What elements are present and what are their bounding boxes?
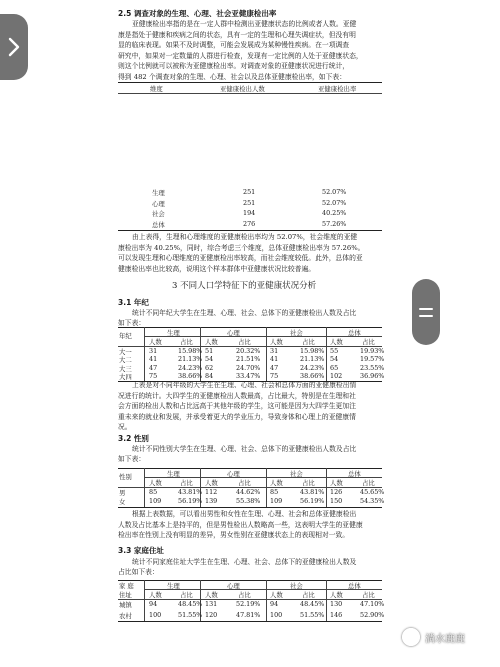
table-cell: 51	[205, 347, 214, 355]
table-sub-header: 人数	[270, 479, 283, 487]
table-divider	[326, 327, 327, 381]
table-top-rule	[118, 580, 382, 581]
table-header-count: 亚健康检出人数	[220, 85, 265, 93]
table-divider	[326, 468, 327, 507]
table-cell: 48.45%	[178, 600, 203, 608]
watermark-logo-icon	[402, 628, 420, 646]
paragraph-line: 亚健康检出率指的是在一定人群中检测出亚健康状态的比例或者人数。亚健	[132, 20, 357, 28]
paragraph-line: 占比如下表：	[118, 568, 159, 577]
table-group-header: 生理	[167, 470, 180, 478]
table-cell: 36.96%	[360, 372, 385, 381]
table-cell: 52.19%	[236, 600, 261, 608]
table-sub-header: 占比	[180, 479, 193, 487]
table-group-header: 总体	[348, 329, 361, 337]
paragraph-line: 得到 482 个调查对象的生理、心理、社会以及总体亚健康检出率，如下表：	[118, 73, 346, 81]
paragraph-line: 统计不同年纪大学生在生理、心理、社会、总体下的亚健康检出人数及占比	[132, 309, 357, 317]
table-cell: 276	[243, 219, 256, 228]
table-cell: 57.26%	[322, 219, 347, 228]
table-cell: 85	[149, 488, 158, 496]
table-sub-header: 占比	[302, 479, 315, 487]
table-cell: 20.32%	[236, 347, 261, 355]
table-group-header: 生理	[167, 582, 180, 590]
table-sub-header: 人数	[149, 338, 162, 346]
table-row-label: 大三	[119, 364, 132, 373]
paragraph-line: 康是指处于健康和疾病之间的状态，具有一定的生理和心理失调症状，但没有明	[118, 30, 356, 39]
table-sub-header: 占比	[302, 338, 315, 346]
section-heading-2-5: 2.5 调查对象的生理、心理、社会亚健康检出率	[118, 9, 277, 18]
table-cell: 150	[330, 497, 343, 506]
paragraph-line: 况。	[118, 423, 132, 432]
paragraph-line: 统计不同性别大学生在生理、心理、社会、总体下的亚健康检出人数及占比	[132, 445, 357, 453]
table-cell: 52.90%	[360, 610, 385, 619]
table-cell: 38.66%	[300, 372, 325, 381]
table-row-label: 女	[119, 498, 126, 507]
table-cell: 100	[149, 610, 162, 619]
paragraph-line: 会方面的检出人数和占比远高于其他年级的学生，这可能是因为大四学生更加注	[118, 402, 356, 411]
table-cell: 109	[270, 497, 283, 506]
table-header-rate: 亚健康检出率	[318, 85, 357, 93]
table-cell: 23.55%	[360, 363, 385, 372]
table-divider	[144, 468, 145, 507]
table-cell: 41	[149, 355, 158, 364]
table-sub-header: 人数	[330, 338, 343, 346]
menu-icon	[419, 308, 433, 310]
table-cell: 43.81%	[178, 488, 203, 496]
table-cell: 112	[205, 488, 218, 496]
table-cell: 51.55%	[178, 610, 203, 619]
paragraph-line: 上表是对不同年级的大学生在生理、心理、社会和总体方面的亚健康检出情	[132, 381, 357, 389]
table-row-header: 住址	[119, 591, 132, 599]
table-group-header: 总体	[348, 470, 361, 478]
table-cell: 102	[330, 372, 343, 381]
table-cell: 75	[149, 372, 158, 381]
table-cell: 54.35%	[360, 497, 385, 506]
table-cell: 146	[330, 610, 343, 619]
table-cell: 47.10%	[360, 600, 385, 608]
table-cell: 51.55%	[300, 610, 325, 619]
paragraph-line: 况进行的统计。大四学生的亚健康检出人数最高，占比最大，特别是在生理和社	[118, 391, 356, 400]
table-cell: 251	[243, 188, 256, 196]
table-row-label: 大一	[119, 348, 132, 356]
table-cell: 社会	[152, 210, 165, 218]
table-divider	[266, 580, 267, 621]
table-cell: 43.81%	[300, 488, 325, 496]
table-cell: 19.93%	[360, 347, 385, 355]
table-sub-header: 占比	[238, 338, 251, 346]
table-divider	[144, 580, 145, 621]
table-row-label: 大二	[119, 356, 132, 365]
paragraph-line: 检出率在性别上没有明显的差异，男女性别在亚健康状态上的表现相对一致。	[118, 531, 350, 540]
table-cell: 94	[270, 600, 279, 608]
table-cell: 44.62%	[236, 488, 261, 496]
table-cell: 24.23%	[178, 363, 203, 372]
table-cell: 100	[270, 610, 283, 619]
table-top-rule	[118, 82, 382, 83]
table-cell: 45.65%	[360, 488, 385, 496]
table-divider	[266, 327, 267, 381]
table-cell: 40.25%	[322, 209, 347, 217]
table-group-header: 社会	[290, 582, 303, 590]
table-group-header: 心理	[227, 329, 240, 337]
prev-page-tab[interactable]	[0, 14, 28, 80]
table-cell: 21.13%	[300, 355, 325, 364]
table-cell: 54	[205, 355, 214, 364]
table-sub-header: 占比	[238, 591, 251, 599]
table-row-label: 农村	[119, 611, 132, 620]
section-heading-3-1: 3.1 年纪	[118, 298, 149, 307]
paragraph-line: 可以发现生理和心理维度的亚健康检出率较高，而社会维度较低。此外，总体的亚	[118, 254, 363, 263]
table-sub-header: 人数	[270, 591, 283, 599]
table-cell: 生理	[152, 189, 165, 197]
table-cell: 47	[149, 363, 158, 372]
table-bottom-rule	[118, 621, 382, 622]
paragraph-line: 统计不同家庭住址大学生在生理、心理、社会、总体下的亚健康检出人数及	[132, 558, 357, 566]
table-divider	[144, 327, 145, 381]
table-cell: 251	[243, 198, 256, 207]
table-sub-header: 占比	[362, 479, 375, 487]
paragraph-line: 根据上表数据，可以看出男性和女性在生理、心理、社会和总体亚健康检出	[132, 510, 357, 518]
table-group-header: 心理	[227, 582, 240, 590]
table-sub-header: 人数	[330, 591, 343, 599]
table-row-header: 家 庭	[119, 582, 134, 590]
table-cell: 心理	[152, 199, 165, 208]
table-cell: 24.23%	[300, 363, 325, 372]
table-row-header: 性别	[119, 473, 132, 481]
paragraph-line: 研究中，如果对一定数量的人群进行检查，发现有一定比例的人处于亚健康状态，	[118, 51, 363, 60]
paragraph-line: 健康检出率也比较高，说明这个样本群体中亚健康状况比较普遍。	[118, 264, 316, 273]
table-cell: 47.81%	[236, 610, 261, 619]
table-sub-header: 人数	[270, 338, 283, 346]
table-sub-header: 占比	[238, 479, 251, 487]
table-cell: 55	[330, 347, 339, 355]
table-bottom-rule	[118, 230, 382, 231]
table-cell: 126	[330, 488, 343, 496]
table-divider	[266, 468, 267, 507]
section-heading-3-3: 3.3 家庭住址	[118, 546, 164, 555]
table-cell: 194	[243, 209, 256, 217]
table-sub-header: 人数	[149, 479, 162, 487]
table-group-header: 生理	[167, 329, 180, 337]
table-divider	[326, 580, 327, 621]
table-cell: 47	[270, 363, 279, 372]
table-cell: 21.13%	[178, 355, 203, 364]
table-top-rule	[118, 468, 382, 469]
paragraph-line: 人数及占比基本上是持平的，但是男性检出人数略高一些，这表明大学生的亚健康	[118, 520, 363, 529]
chapter-heading: 3 不同人口学特征下的亚健康状况分析	[172, 281, 317, 291]
table-cell: 52.07%	[322, 188, 347, 196]
table-sub-header: 占比	[180, 591, 193, 599]
table-cell: 31	[149, 347, 158, 355]
table-cell: 33.47%	[236, 372, 261, 381]
table-cell: 21.51%	[236, 355, 261, 364]
table-top-rule	[118, 327, 382, 328]
table-cell: 24.70%	[236, 363, 261, 372]
table-row-label: 大四	[119, 373, 132, 382]
table-cell: 15.98%	[300, 347, 325, 355]
table-cell: 31	[270, 347, 279, 355]
table-cell: 52.07%	[322, 198, 347, 207]
table-sub-header: 人数	[205, 591, 218, 599]
chevron-right-icon	[8, 37, 20, 57]
paragraph-line: 显的临床表现。如果不及时调整，可能会发展成为某种慢性疾病。在一项调查	[118, 41, 350, 50]
paragraph-line: 如下表：	[118, 455, 146, 464]
table-group-header: 心理	[227, 470, 240, 478]
table-cell: 109	[149, 497, 162, 506]
table-sub-header: 人数	[149, 591, 162, 599]
table-cell: 56.19%	[300, 497, 325, 506]
table-row-header: 年纪	[119, 332, 132, 340]
table-cell: 84	[205, 372, 214, 381]
menu-tab[interactable]	[412, 279, 440, 345]
table-cell: 15.98%	[178, 347, 203, 355]
table-sub-header: 占比	[362, 591, 375, 599]
table-cell: 38.66%	[178, 372, 203, 381]
table-cell: 131	[205, 600, 218, 608]
table-sub-header: 占比	[362, 338, 375, 346]
table-cell: 总体	[152, 220, 165, 229]
table-group-header: 社会	[290, 329, 303, 337]
paragraph-line: 重未来的就业和发展，并承受着更大的学业压力，导致身体和心理上的亚健康情	[118, 412, 356, 421]
paragraph-line: 如下表：	[118, 319, 146, 328]
table-header-rule	[118, 93, 382, 94]
paragraph-line: 由上表得，生理和心理维度的亚健康检出率均为 52.07%，社会维度的亚健	[132, 233, 358, 241]
table-cell: 75	[270, 372, 279, 381]
table-cell: 65	[330, 363, 339, 372]
table-sub-header: 人数	[205, 479, 218, 487]
table-cell: 55.38%	[236, 497, 261, 506]
table-cell: 56.19%	[178, 497, 203, 506]
table-cell: 48.45%	[300, 600, 325, 608]
table-cell: 130	[330, 600, 343, 608]
table-cell: 19.57%	[360, 355, 385, 364]
table-cell: 41	[270, 355, 279, 364]
table-cell: 85	[270, 488, 279, 496]
table-row-label: 城镇	[119, 601, 132, 609]
table-group-header: 社会	[290, 470, 303, 478]
table-sub-header: 人数	[205, 338, 218, 346]
table-group-header: 总体	[348, 582, 361, 590]
table-row-label: 男	[119, 489, 126, 497]
table-bottom-rule	[118, 507, 382, 508]
table-cell: 120	[205, 610, 218, 619]
table-sub-header: 占比	[180, 338, 193, 346]
paragraph-line: 康检出率为 40.25%，同时，综合考虑三个维度，总体亚健康检出率为 57.26%。	[118, 243, 365, 252]
watermark-text: 淌水鹿鹿	[425, 633, 465, 645]
table-cell: 94	[149, 600, 158, 608]
table-sub-header: 人数	[330, 479, 343, 487]
table-cell: 139	[205, 497, 218, 506]
table-sub-header: 占比	[302, 591, 315, 599]
paragraph-line: 则这个比例就可以被称为亚健康检出率。对调查对象的亚健康状况进行统计，	[118, 62, 350, 71]
section-heading-3-2: 3.2 性别	[118, 434, 149, 443]
watermark	[402, 628, 465, 646]
table-cell: 54	[330, 355, 339, 364]
table-cell: 62	[205, 363, 214, 372]
table-header-dimension: 维度	[150, 85, 163, 93]
